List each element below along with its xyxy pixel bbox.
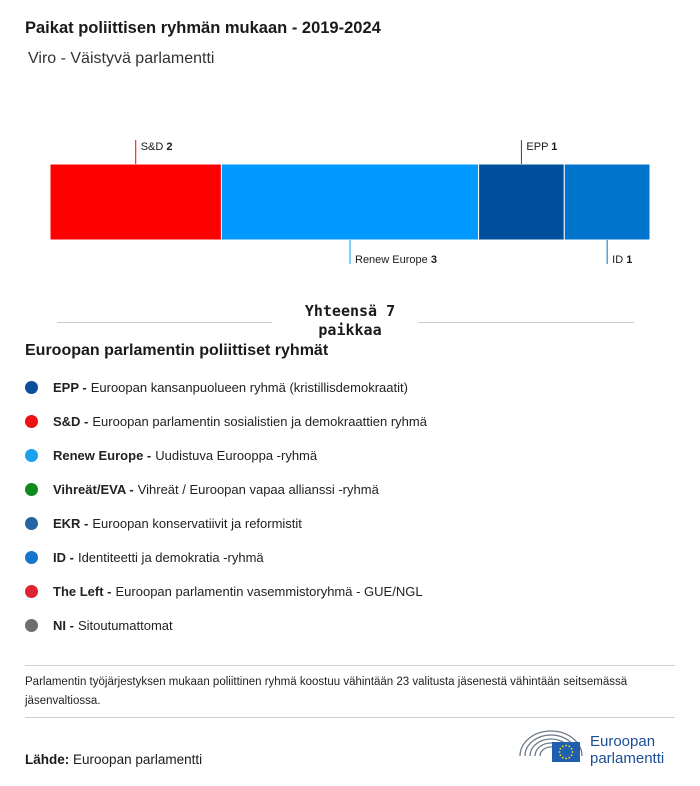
legend-group-name: Vihreät/EVA - [53, 481, 134, 497]
legend-dot-icon [25, 517, 38, 530]
parliament-hemicycle-icon [518, 726, 584, 766]
legend-dot-icon [25, 551, 38, 564]
legend-group-description: Euroopan konservatiivit ja reformistit [92, 515, 302, 531]
segment-label-id: ID 1 [612, 254, 633, 266]
logo-text [590, 733, 664, 767]
legend-group-description: Uudistuva Eurooppa -ryhmä [155, 447, 318, 463]
legend-group-name: EKR - [53, 515, 89, 531]
legend-item [25, 540, 427, 574]
legend-dot-icon [25, 415, 38, 428]
total-divider-right [418, 322, 634, 323]
chart-subtitle: Viro - Väistyvä parlamentti [28, 50, 215, 67]
bar-segment-epp [479, 164, 565, 240]
seat-bar-chart [0, 0, 700, 300]
logo-line2: parlamentti [590, 750, 665, 767]
rules-note: Parlamentin työjärjestyksen mukaan poliittinen ryhmä koostuu vähintään 23 valitusta jäsenestä vähintään seitsemässä jäsenvaltiossa. [25, 676, 628, 707]
legend-group-description: Euroopan kansanpuolueen ryhmä (kristillisdemokraatit) [90, 379, 408, 395]
legend-group-description: Identiteetti ja demokratia -ryhmä [77, 549, 264, 565]
divider-top [25, 665, 675, 666]
total-seats-label: Yhteensä 7 paikkaa [304, 302, 396, 339]
bar-segment-id [564, 164, 650, 240]
legend-item [25, 574, 427, 608]
legend-dot-icon [25, 585, 38, 598]
legend-dot-icon [25, 381, 38, 394]
legend-group-description: Vihreät / Euroopan vapaa allianssi -ryhmä [137, 481, 379, 497]
logo-line1: Euroopan [590, 733, 656, 750]
legend-dot-icon [25, 483, 38, 496]
legend-group-description: Sitoutumattomat [77, 617, 173, 633]
source-label: Lähde: [25, 752, 70, 767]
divider-bottom [25, 717, 675, 718]
legend-dot-icon [25, 619, 38, 632]
source-line [25, 752, 202, 767]
european-parliament-logo [518, 726, 678, 766]
legend-dot-icon [25, 449, 38, 462]
legend-group-description: Euroopan parlamentin sosialistien ja demokraattien ryhmä [92, 413, 427, 429]
segment-label-renew-europe: Renew Europe 3 [355, 254, 437, 266]
legend-item [25, 404, 427, 438]
legend-group-name: ID - [53, 549, 74, 565]
legend-item [25, 370, 427, 404]
legend-item [25, 438, 427, 472]
bar-segment-s-d [50, 164, 221, 240]
legend-group-name: EPP - [53, 379, 87, 395]
source-value: Euroopan parlamentti [73, 752, 203, 767]
group-legend [25, 370, 427, 642]
legend-group-name: NI - [53, 617, 74, 633]
legend-item [25, 608, 427, 642]
total-divider-left [57, 322, 272, 323]
chart-title: Paikat poliittisen ryhmän mukaan - 2019-2024 [25, 19, 381, 37]
legend-group-name: Renew Europe - [53, 447, 152, 463]
legend-group-name: S&D - [53, 413, 89, 429]
segment-label-s-d: S&D 2 [140, 141, 173, 153]
legend-title: Euroopan parlamentin poliittiset ryhmät [25, 342, 329, 359]
legend-item [25, 506, 427, 540]
bar-segment-renew-europe [221, 164, 478, 240]
legend-group-name: The Left - [53, 583, 112, 599]
legend-group-description: Euroopan parlamentin vasemmistoryhmä - GUE/NGL [115, 583, 423, 599]
legend-item [25, 472, 427, 506]
segment-label-epp: EPP 1 [526, 141, 558, 153]
